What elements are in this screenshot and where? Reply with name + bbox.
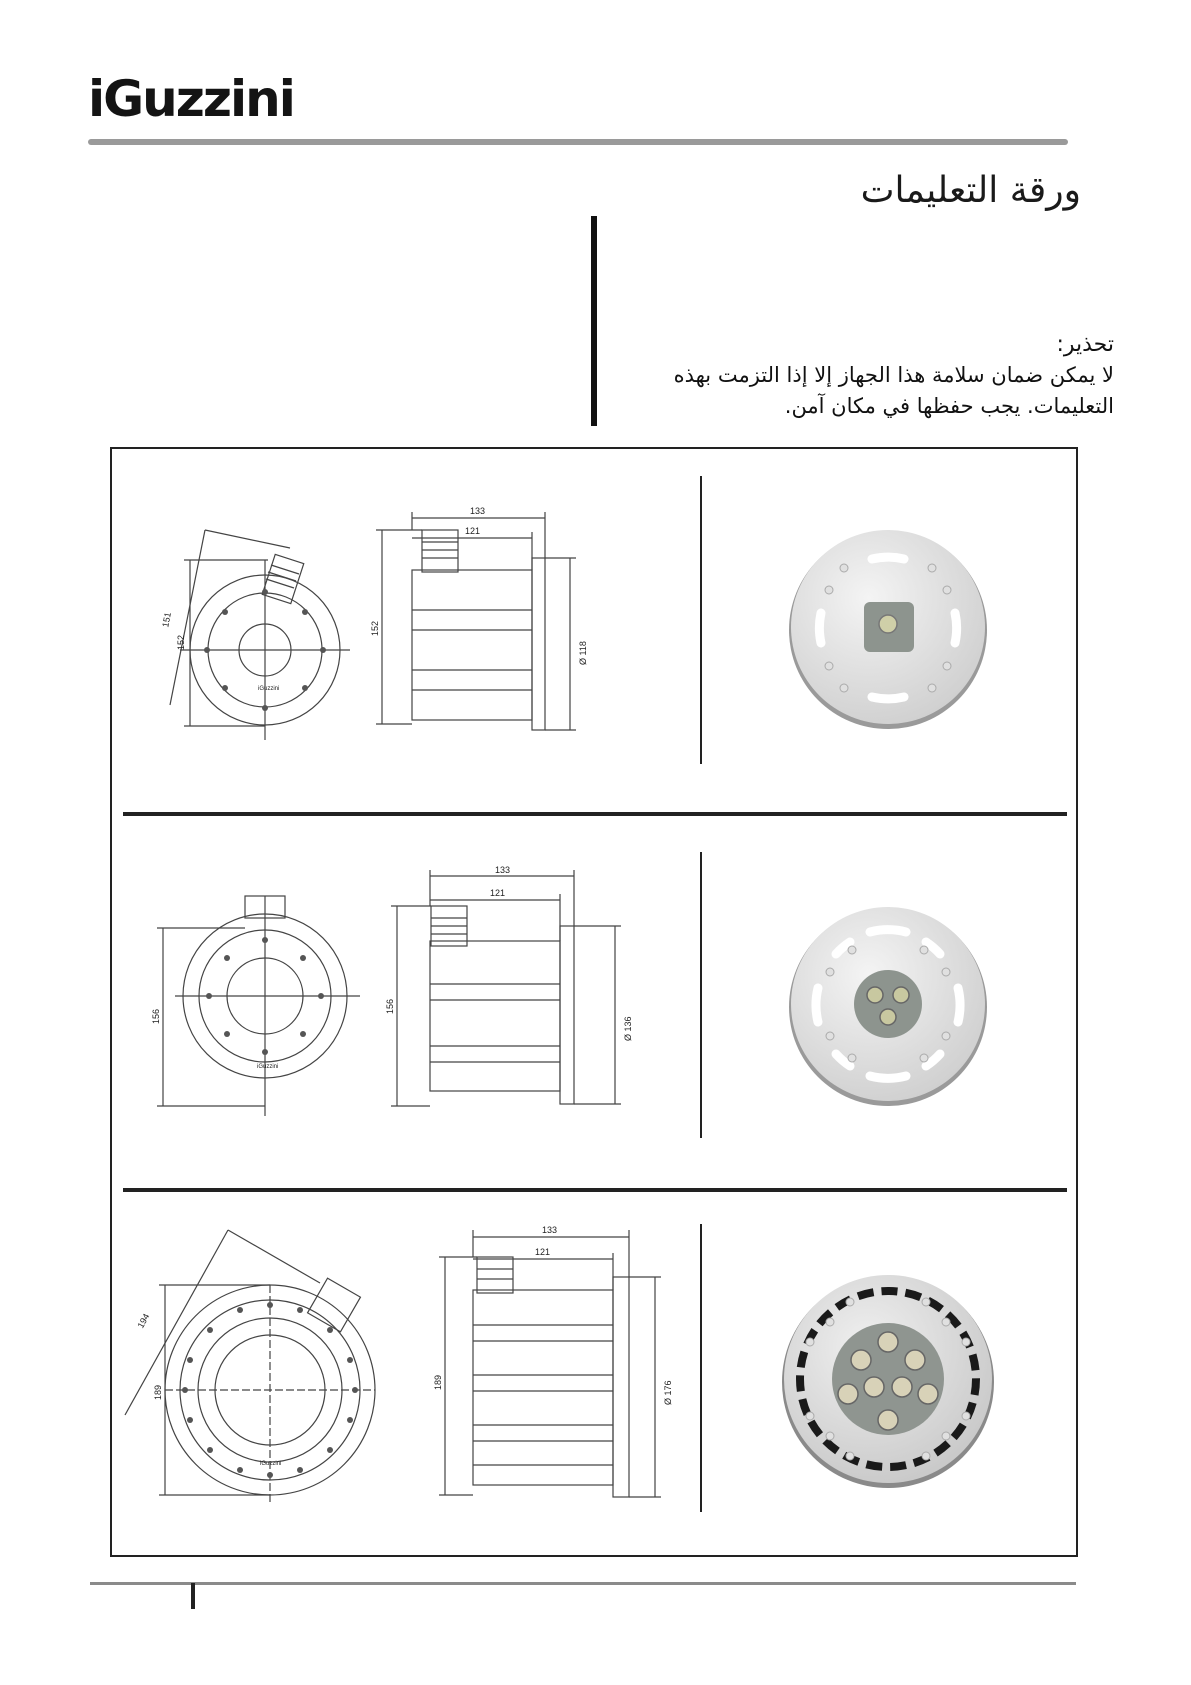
technical-drawing-1 [140,500,700,740]
dimension-label: Ø 176 [663,1380,673,1405]
product-photo-1 [788,525,988,735]
drawing-brand-label: iGuzzini [257,1064,279,1070]
dimension-label: Ø 118 [578,641,588,665]
warning-block [594,329,1114,422]
dimension-label: 152 [370,620,380,636]
drawing-brand-label: iGuzzini [258,686,280,692]
dimension-label: 121 [465,526,481,536]
document-title: ورقة التعليمات [860,170,1081,211]
dimension-label: Ø 136 [623,1016,633,1041]
dimension-label: 189 [433,1374,443,1390]
drawing-brand-label: iGuzzini [260,1461,282,1467]
section-divider [123,1188,1067,1192]
warning-line-2: التعليمات. يجب حفظها في مكان آمن. [784,394,1114,418]
dimension-label: 133 [495,866,511,875]
product-photo-2 [788,902,988,1112]
product-photo-3 [780,1272,996,1488]
column-rule [700,476,702,764]
dimension-label: 133 [470,506,486,516]
dimension-label: 156 [385,998,395,1014]
dimension-label: 194 [135,1311,152,1330]
technical-drawing-2 [145,866,705,1116]
dimension-label: 152 [176,634,186,650]
section-divider [123,812,1067,816]
dimension-label: 133 [542,1225,558,1235]
footer-rule [90,1582,1076,1585]
dimension-label: 189 [153,1384,163,1400]
footer-tick [191,1583,195,1609]
column-rule [700,1224,702,1512]
technical-drawing-3 [120,1225,680,1515]
warning-line-1: لا يمكن ضمان سلامة هذا الجهاز إلا إذا التزمت بهذه [673,363,1114,387]
dimension-label: 121 [490,888,506,898]
warning-title: تحذير: [1056,332,1114,357]
dimension-label: 151 [160,611,173,629]
dimension-label: 156 [151,1008,161,1024]
header-rule [88,139,1068,145]
brand-logo: iGuzzini [88,70,294,128]
dimension-label: 121 [535,1247,551,1257]
